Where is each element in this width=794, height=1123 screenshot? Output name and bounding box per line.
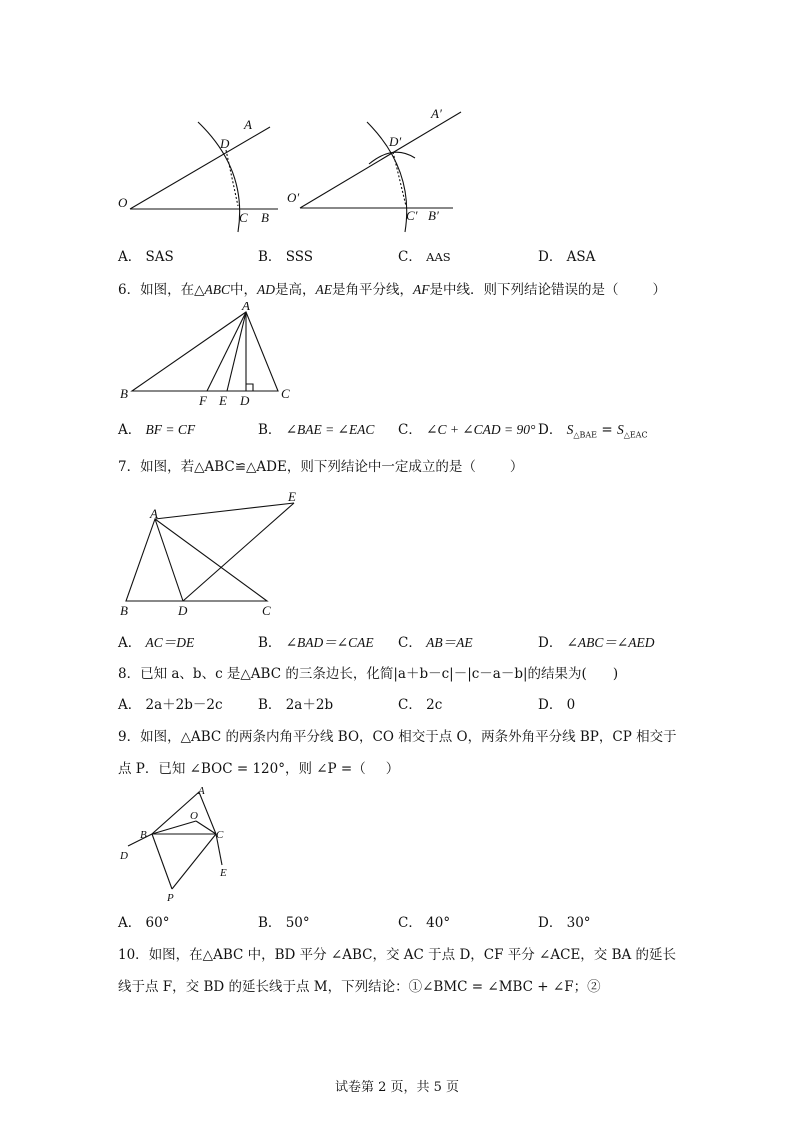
option-label: A． xyxy=(118,249,142,265)
option-label: C． xyxy=(398,915,422,931)
option-label: B． xyxy=(258,635,282,651)
q7-stem: 7．如图，若△ABC≌△ADE，则下列结论中一定成立的是（ ） xyxy=(118,459,524,475)
option-text: AB＝AE xyxy=(426,635,473,650)
label-B: B xyxy=(120,386,128,401)
q7-option-d[interactable] xyxy=(538,634,655,652)
option-text: 2a＋2b xyxy=(285,697,334,713)
option-text: AC＝DE xyxy=(145,635,195,650)
q9-option-a[interactable] xyxy=(118,914,169,932)
option-text: 50° xyxy=(285,915,310,931)
segment-AD xyxy=(155,519,183,601)
q5-option-a[interactable] xyxy=(118,248,174,266)
q5-option-c[interactable] xyxy=(398,248,451,266)
label-O-prime: O′ xyxy=(287,190,300,205)
option-label: B． xyxy=(258,249,282,265)
label-O: O xyxy=(190,810,198,822)
median-AF xyxy=(207,312,246,391)
label-A: A xyxy=(198,785,205,797)
q8-option-b[interactable] xyxy=(258,696,333,714)
option-text: 2c xyxy=(426,697,443,713)
option-label: A． xyxy=(118,422,142,438)
label-D: D xyxy=(120,850,128,862)
q5-figure-left xyxy=(110,110,290,235)
triangle-ABC xyxy=(132,312,278,391)
ray-OA xyxy=(130,127,270,209)
q6-option-a[interactable] xyxy=(118,421,195,439)
bisector-CP xyxy=(172,834,216,889)
label-C: C xyxy=(262,603,271,618)
option-label: C． xyxy=(398,422,422,438)
option-text: ∠ABC＝∠AED xyxy=(566,635,655,650)
page-footer: 试卷第 2 页，共 5 页 xyxy=(334,1080,460,1095)
label-A: A xyxy=(150,506,158,521)
arc-CD xyxy=(198,122,240,232)
right-angle-mark xyxy=(246,384,253,391)
option-text: SAS xyxy=(145,249,174,265)
q7-option-c[interactable] xyxy=(398,634,473,652)
label-E: E xyxy=(219,393,227,408)
label-D: D xyxy=(220,136,230,151)
option-text: ∠C + ∠CAD = 90° xyxy=(426,422,536,437)
label-C: C xyxy=(281,386,290,401)
label-C: C xyxy=(239,210,248,225)
label-B: B xyxy=(261,210,269,225)
option-text: ∠BAE = ∠EAC xyxy=(285,422,375,437)
q9-stem-line2: 点 P．已知 ∠BOC = 120°，则 ∠P =（ ） xyxy=(118,761,400,777)
option-label: A． xyxy=(118,697,142,713)
q6-option-d[interactable]: D． $S_{\triangle BAE} = S_{\triangle EAC}$ xyxy=(538,422,648,440)
q6-option-b[interactable] xyxy=(258,421,374,439)
q9-option-b[interactable] xyxy=(258,914,310,932)
option-label: D． xyxy=(538,915,563,931)
label-A: A xyxy=(242,302,250,313)
label-B: B xyxy=(120,603,128,618)
option-label: B． xyxy=(258,422,282,438)
option-text: ∠BAD＝∠CAE xyxy=(285,635,374,650)
q9-option-d[interactable] xyxy=(538,914,591,932)
bisector-BP xyxy=(152,834,172,889)
q8-option-a[interactable] xyxy=(118,696,223,714)
q7-option-a[interactable] xyxy=(118,634,194,652)
ray-OA-prime xyxy=(300,112,461,208)
option-label: D． xyxy=(538,249,563,265)
q8-stem: 8．已知 a、b、c 是△ABC 的三条边长，化简|a＋b－c|－|c－a－b|的结果为( ) xyxy=(118,666,619,682)
q7-option-b[interactable] xyxy=(258,634,374,652)
q8-option-d[interactable] xyxy=(538,696,575,714)
option-label: A． xyxy=(118,635,142,651)
option-text: 30° xyxy=(566,915,591,931)
q6-figure xyxy=(112,302,302,410)
option-label: C． xyxy=(398,697,422,713)
label-P: P xyxy=(167,892,174,904)
option-label: B． xyxy=(258,697,282,713)
segment-CD-prime-dashed xyxy=(393,152,406,206)
option-label: C． xyxy=(398,635,422,651)
label-B-prime: B′ xyxy=(428,208,439,223)
option-text: 0 xyxy=(566,697,576,713)
q10-stem-line2: 线于点 F，交 BD 的延长线于点 M，下列结论：①∠BMC = ∠MBC + ∠F；② xyxy=(118,979,601,995)
q5-figure-right xyxy=(285,100,465,235)
option-text: BF = CF xyxy=(145,422,196,437)
option-text: 60° xyxy=(145,915,170,931)
option-label: D． xyxy=(538,635,563,651)
option-text: SSS xyxy=(285,249,313,265)
label-D-prime: D′ xyxy=(389,134,402,149)
label-C-prime: C′ xyxy=(406,208,418,223)
q9-stem-line1: 9．如图，△ABC 的两条内角平分线 BO，CO 相交于点 O，两条外角平分线 BP，CP 相交于 xyxy=(118,729,677,745)
option-text: 40° xyxy=(426,915,451,931)
q9-option-c[interactable] xyxy=(398,914,450,932)
label-C: C xyxy=(216,829,224,841)
option-label: C． xyxy=(398,249,422,265)
option-text: 2a＋2b－2c xyxy=(145,697,223,713)
option-text: AAS xyxy=(426,250,451,264)
option-label: D． xyxy=(538,697,563,713)
label-D: D xyxy=(178,603,188,618)
q10-stem-line1: 10．如图，在△ABC 中，BD 平分 ∠ABC，交 AC 于点 D，CF 平分 ∠ACE，交 BA 的延长 xyxy=(118,947,677,963)
q5-option-b[interactable] xyxy=(258,248,313,266)
option-label: D． xyxy=(538,422,563,438)
label-D: D xyxy=(240,393,250,408)
label-B: B xyxy=(140,829,147,841)
label-A: A xyxy=(244,117,252,132)
segment-CD-dashed xyxy=(226,150,238,206)
option-label: A． xyxy=(118,915,142,931)
q5-option-d[interactable] xyxy=(538,248,595,266)
q7-figure xyxy=(112,484,312,619)
option-label: B． xyxy=(258,915,282,931)
label-A-prime: A′ xyxy=(431,106,442,121)
label-E: E xyxy=(220,867,227,879)
option-text: ASA xyxy=(566,249,596,265)
q6-option-c[interactable] xyxy=(398,421,535,439)
q9-figure xyxy=(112,782,242,907)
q8-option-c[interactable] xyxy=(398,696,442,714)
label-O: O xyxy=(118,195,128,210)
q6-stem: 6．如图，在△ABC中，AD是高，AE是角平分线，AF是中线．则下列结论错误的是（ ） xyxy=(118,282,666,298)
segment-AE xyxy=(155,503,294,519)
label-E: E xyxy=(288,489,296,504)
label-F: F xyxy=(199,393,207,408)
